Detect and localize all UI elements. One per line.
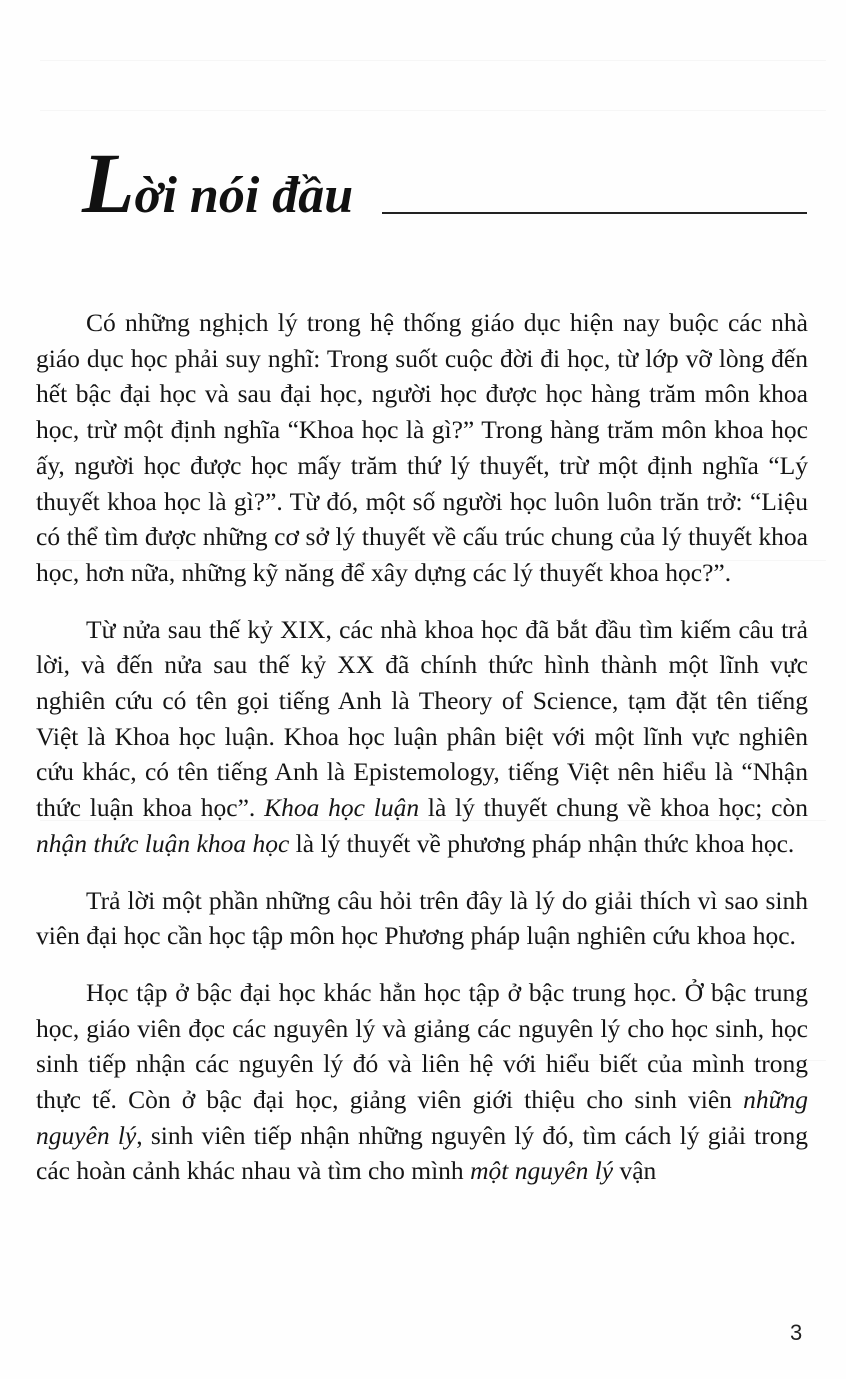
heading-underline	[382, 212, 807, 214]
page-number: 3	[790, 1320, 803, 1345]
paragraph-text: vận	[613, 1156, 657, 1186]
chapter-heading	[82, 135, 807, 240]
italic-term: một nguyên lý	[470, 1156, 614, 1186]
paragraph-text: , sinh viên tiếp nhận những nguyên lý đó, tìm cách lý giải trong các hoàn cảnh khác nhau và tìm cho mình	[36, 1120, 808, 1186]
body-text	[36, 305, 808, 1189]
paragraph-text: là lý thuyết chung về khoa học; còn	[419, 793, 808, 823]
bleed-through-line	[40, 110, 826, 111]
paragraph-text: Từ nửa sau thế kỷ XIX, các nhà khoa học đã bắt đầu tìm kiếm câu trả lời, và đến nửa sau thế kỷ XX đã chính thức hình thành một lĩnh vực nghiên cứu có tên gọi tiếng Anh là Theory of Science, tạm đặt tên tiếng Việt là Khoa học luận. Khoa học luận phân biệt với một lĩnh vực nghiên cứu khác, có tên tiếng Anh là Epistemology, tiếng Việt nên hiểu là “Nhận thức luận khoa học”.	[36, 614, 808, 823]
paragraph-3	[36, 883, 808, 954]
paragraph-4	[36, 975, 808, 1189]
paragraph-2	[36, 612, 808, 862]
paragraph-text: là lý thuyết về phương pháp nhận thức khoa học.	[289, 828, 795, 858]
italic-term: những nguyên lý	[36, 1085, 808, 1150]
paragraph-text: Có những nghịch lý trong hệ thống giáo dục hiện nay buộc các nhà giáo dục học phải suy nghĩ: Trong suốt cuộc đời đi học, từ lớp vỡ lòng đến hết bậc đại học và sau đại học, người học được học hàng trăm môn khoa học, trừ một định nghĩa “Khoa học là gì?” Trong hàng trăm môn khoa học ấy, người học được học mấy trăm thứ lý thuyết, trừ một định nghĩa “Lý thuyết khoa học là gì?”. Từ đó, một số người học luôn luôn trăn trở: “Liệu có thể tìm được những cơ sở lý thuyết về cấu trúc chung của lý thuyết khoa học, hơn nữa, những kỹ năng để xây dựng các lý thuyết khoa học?”.	[36, 308, 808, 587]
paragraph-text: Trả lời một phần những câu hỏi trên đây là lý do giải thích vì sao sinh viên đại học cần học tập môn học Phương pháp luận nghiên cứu khoa học.	[36, 885, 808, 951]
heading-initial: L	[82, 135, 135, 231]
paragraph-1	[36, 305, 808, 591]
bleed-through-line	[40, 60, 826, 61]
heading-rest: ời nói đầu	[134, 167, 354, 224]
heading-title	[82, 135, 354, 231]
paragraph-text: Học tập ở bậc đại học khác hẳn học tập ở bậc trung học. Ở bậc trung học, giáo viên đọc các nguyên lý và giảng các nguyên lý cho học sinh, học sinh tiếp nhận các nguyên lý đó và liên hệ với hiểu biết của mình trong thực tế. Còn ở bậc đại học, giảng viên giới thiệu cho sinh viên	[36, 977, 808, 1115]
italic-term: nhận thức luận khoa học	[36, 828, 290, 858]
italic-term: Khoa học luận	[264, 793, 420, 823]
